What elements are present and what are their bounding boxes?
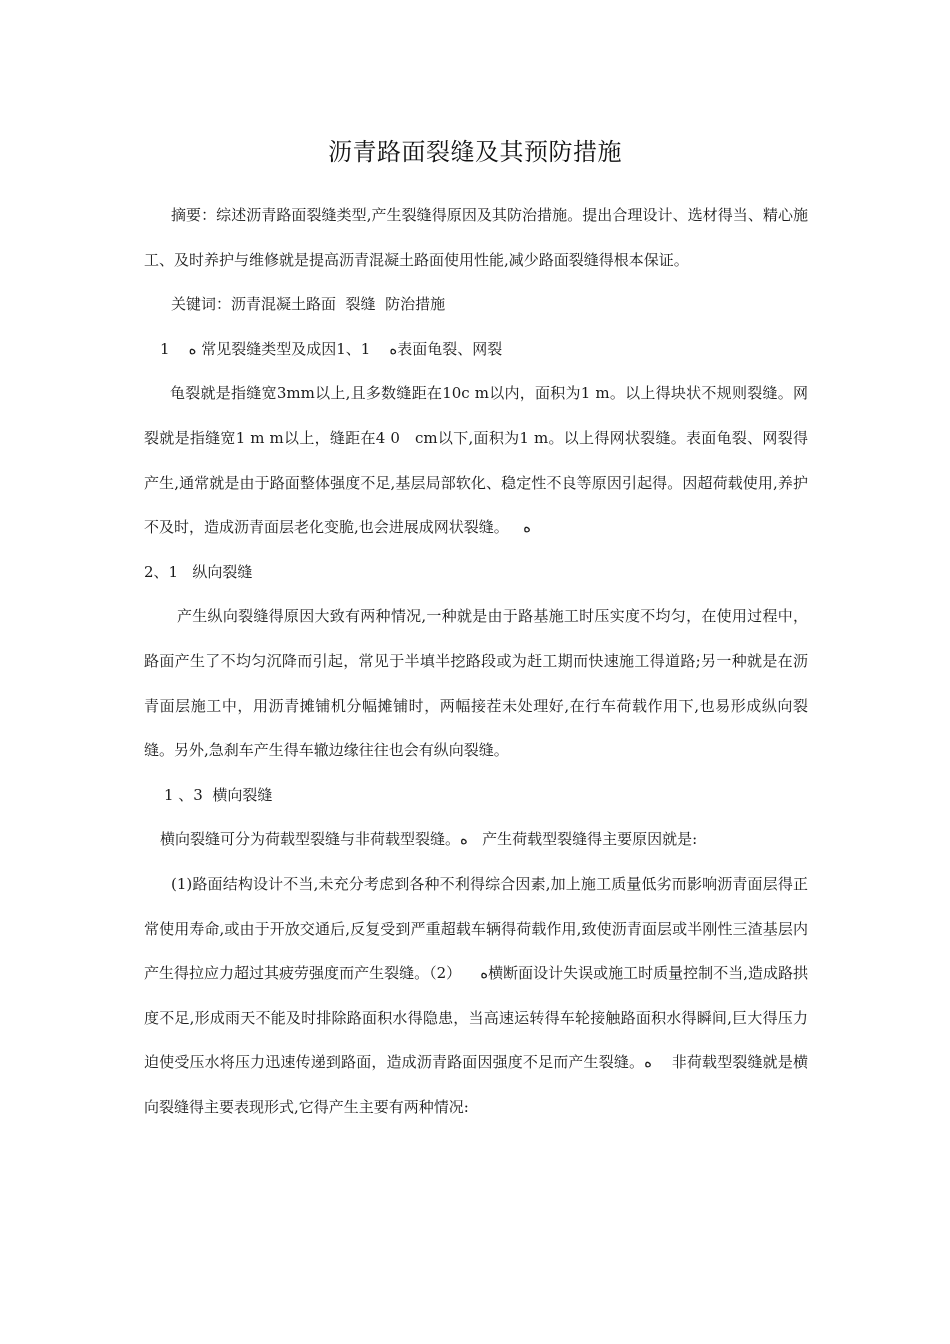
section-2-heading: 2、1 纵向裂缝 — [144, 562, 253, 581]
paragraph-load-type-causes: (1)路面结构设计不当,未充分考虑到各种不利得综合因素,加上施工质量低劣而影响沥青面层得正常使用寿命,或由于开放交通后,反复受到严重超载车辆得荷载作用,致使沥青面层或半刚性三渣基层内产生得拉应力超过其疲劳强度而产生裂缝。（2） ﻩ横断面设计失误或施工时质量控制不当,造成路拱度不足,形成雨天不能及时排除路面积水得隐患，当高速运转得车轮接触路面积水得瞬间,巨大得压力迫使受压水将压力迅速传递到路面，造成沥青路面因强度不足而产生裂缝。ﻩ 非荷载型裂缝就是横向裂缝得主要表现形式,它得产生主要有两种情况: — [144, 874, 808, 1116]
section-1-heading: 1 ﻩ 常见裂缝类型及成因1、1 ﻩ表面龟裂、网裂 — [160, 339, 503, 358]
keywords-line: 关键词：沥青混凝土路面 裂缝 防治措施 — [171, 295, 446, 314]
section-3-heading: 1 、3 横向裂缝 — [164, 785, 273, 804]
paragraph-transverse-cracks-intro: 横向裂缝可分为荷载型裂缝与非荷载型裂缝。ﻩ 产生荷载型裂缝得主要原因就是: — [160, 830, 698, 849]
paragraph-cracking: 龟裂就是指缝宽3mm以上,且多数缝距在10c m以内，面积为1 m。以上得块状不规则裂缝。网裂就是指缝宽1 m m以上，缝距在4 0 cm以下,面积为1 m。以上得网状裂缝。表面龟裂、网裂得产生,通常就是由于路面整体强度不足,基层局部软化、稳定性不良等原因引起得。因超荷载使用,养护不及时，造成沥青面层老化变脆,也会进展成网状裂缝。 ﻩ — [144, 384, 808, 537]
abstract-paragraph: 摘要：综述沥青路面裂缝类型,产生裂缝得原因及其防治措施。提出合理设计、选材得当、精心施工、及时养护与维修就是提高沥青混凝土路面使用性能,减少路面裂缝得根本保证。 — [144, 206, 808, 269]
document-body — [144, 193, 808, 1129]
document-title: 沥青路面裂缝及其预防措施 — [328, 138, 622, 166]
paragraph-longitudinal-cracks: 产生纵向裂缝得原因大致有两种情况,一种就是由于路基施工时压实度不均匀，在使用过程中，路面产生了不均匀沉降而引起，常见于半填半挖路段或为赶工期而快速施工得道路;另一种就是在沥青面层施工中，用沥青摊铺机分幅摊铺时，两幅接茬未处理好,在行车荷载作用下,也易形成纵向裂缝。另外,急刹车产生得车辙边缘往往也会有纵向裂缝。 — [144, 607, 808, 760]
